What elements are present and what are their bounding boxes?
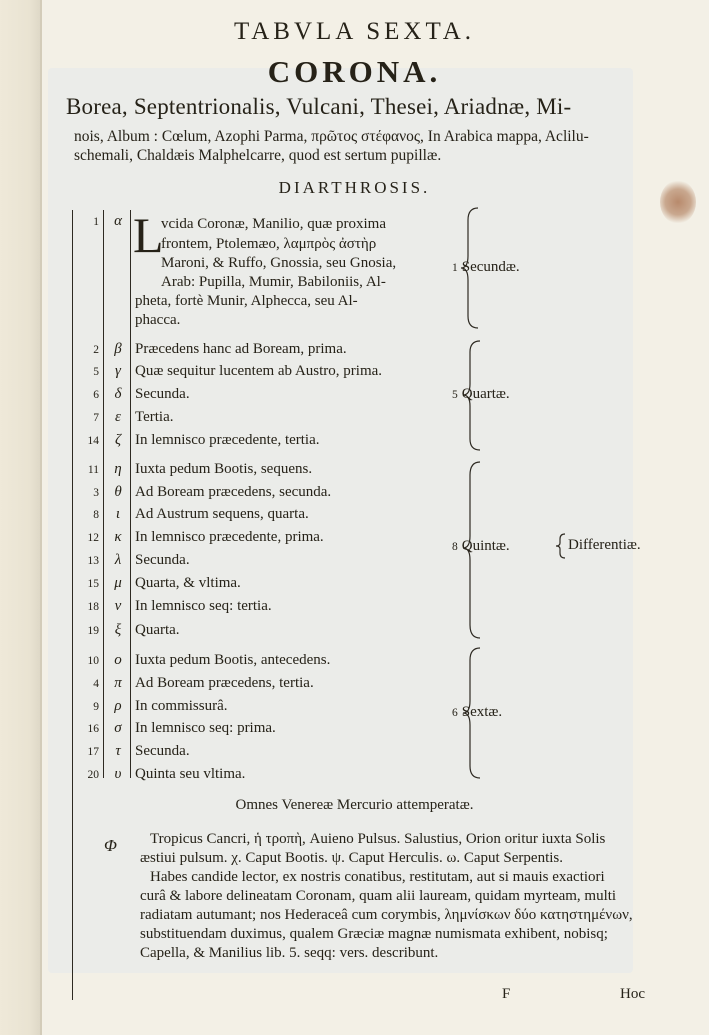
star-description: In lemnisco seq: tertia. [135, 598, 272, 614]
star-letter: ο [114, 652, 122, 668]
star-description: Quarta, & vltima. [135, 575, 241, 591]
catchword: Hoc [620, 986, 645, 1002]
star-letter: η [114, 461, 122, 477]
alternate-names-line-1: Borea, Septentrionalis, Vulcani, Thesei, Ariadnæ, Mi- [66, 94, 572, 119]
star-letter: β [114, 341, 122, 357]
star-description: In lemnisco præcedente, prima. [135, 529, 324, 545]
group-label-sextae: 6 Sextæ. [452, 704, 503, 720]
group-label-secundae: 1 Secundæ. [452, 259, 520, 275]
star-description: Præcedens hanc ad Boream, prima. [135, 341, 347, 357]
closing-line: Habes candide lector, ex nostris conatibus, restitutam, aut si mauis exactiori [150, 869, 605, 885]
constellation-title: CORONA. [267, 54, 442, 89]
star-letter: ε [115, 409, 121, 425]
star-number: 3 [93, 487, 99, 499]
star-description: Iuxta pedum Bootis, sequens. [135, 461, 313, 477]
star-description: Ad Austrum sequens, quarta. [135, 506, 309, 522]
star-letter: δ [114, 386, 122, 402]
signature-mark: F [502, 986, 511, 1002]
star-number: 17 [87, 746, 99, 758]
star-letter: γ [115, 363, 121, 379]
star-letter: λ [114, 552, 122, 568]
star-number: 8 [93, 509, 99, 521]
star-description: Quinta seu vltima. [135, 766, 246, 782]
first-star-line: pheta, fortè Munir, Alphecca, seu Al- [135, 293, 358, 309]
star-description: In commissurâ. [135, 698, 228, 714]
table-number-heading: TABVLA SEXTA. [233, 18, 476, 45]
star-letter: α [114, 213, 122, 229]
star-description: Secunda. [135, 386, 190, 402]
closing-line: Capella, & Manilius lib. 5. seqq: vers. describunt. [140, 945, 439, 961]
table-rule-letter [130, 210, 131, 778]
star-number: 16 [87, 723, 99, 735]
star-letter: σ [114, 720, 122, 736]
first-star-line: vcida Coronæ, Manilio, quæ proxima [161, 216, 386, 232]
star-description: Ad Boream præcedens, secunda. [135, 484, 332, 500]
star-number: 13 [87, 555, 99, 567]
star-number: 1 [93, 216, 99, 228]
star-letter: ζ [114, 432, 122, 448]
phi-letter: Φ [104, 836, 117, 855]
closing-line: radiatam autumant; nos Hederaceâ cum corymbis, λημνίσκων δύο κατηστημένων, [140, 907, 633, 923]
differentia-label: Differentiæ. [568, 537, 641, 553]
star-description: In lemnisco seq: prima. [135, 720, 276, 736]
star-description: Tertia. [135, 409, 174, 425]
star-letter: τ [115, 743, 121, 759]
page-gutter [0, 0, 42, 1035]
star-number: 19 [87, 625, 99, 637]
group-label-quintae: 8 Quintæ. [452, 538, 510, 554]
star-number: 20 [87, 769, 99, 781]
closing-line: substituendam duximus, qualem Græciæ magnæ numismata exhibent, nobisq; [140, 926, 608, 942]
star-number: 6 [93, 389, 99, 401]
star-number: 2 [93, 344, 99, 356]
star-number: 11 [87, 464, 99, 476]
star-description: Secunda. [135, 552, 190, 568]
star-description: Quæ sequitur lucentem ab Austro, prima. [135, 363, 383, 379]
star-letter: μ [114, 575, 122, 591]
closing-line: æstiui pulsum. χ. Caput Bootis. ψ. Caput Herculis. ω. Caput Serpentis. [140, 850, 563, 866]
section-heading: DIARTHROSIS. [278, 178, 431, 197]
star-number: 7 [93, 412, 99, 424]
star-letter: θ [114, 484, 122, 500]
star-number: 12 [87, 532, 99, 544]
star-description: Quarta. [135, 622, 180, 638]
table-rule-number [103, 210, 104, 778]
drop-cap: L [133, 207, 164, 263]
gutter-line [40, 0, 42, 1035]
star-description: In lemnisco præcedente, tertia. [135, 432, 320, 448]
star-number: 18 [87, 601, 99, 613]
alternate-names-line-3: schemali, Chaldæis Malphelcarre, quod est sertum pupillæ. [74, 147, 442, 164]
table-rule-left [72, 210, 73, 1000]
brace-differentiae [555, 533, 567, 559]
closing-line: curâ & labore delineatam Coronam, quam alii lauream, quidam myrteam, multi [140, 888, 617, 904]
first-star-line: frontem, Ptolemæo, λαμπρὸς ἀστὴρ [161, 236, 377, 252]
group-label-quartae: 5 Quartæ. [452, 386, 510, 402]
first-star-line: Arab: Pupilla, Mumir, Babiloniis, Al- [161, 274, 386, 290]
star-number: 4 [93, 678, 99, 690]
star-description: Ad Boream præcedens, tertia. [135, 675, 314, 691]
star-letter: ρ [114, 698, 122, 714]
first-star-line: Maroni, & Ruffo, Gnossia, seu Gnosia, [161, 255, 397, 271]
star-letter: ξ [114, 622, 122, 638]
star-number: 10 [87, 655, 99, 667]
planetary-temperament-note: Omnes Venereæ Mercurio attemperatæ. [235, 797, 474, 813]
star-letter: κ [114, 529, 122, 545]
star-number: 14 [87, 435, 99, 447]
star-number: 9 [93, 701, 99, 713]
star-number: 15 [87, 578, 99, 590]
star-letter: ι [115, 506, 121, 522]
star-letter: π [114, 675, 122, 691]
star-number: 5 [93, 366, 99, 378]
closing-line: Tropicus Cancri, ἡ τροπὴ, Auieno Pulsus. Salustius, Orion oritur iuxta Solis [150, 831, 606, 847]
star-description: Iuxta pedum Bootis, antecedens. [135, 652, 331, 668]
star-letter: ν [114, 598, 122, 614]
alternate-names-line-2: nois, Album : Cœlum, Azophi Parma, πρῶτος στέφανος, In Arabica mappa, Aclilu- [74, 128, 589, 145]
star-description: Secunda. [135, 743, 190, 759]
star-letter: υ [114, 766, 122, 782]
first-star-line: phacca. [135, 312, 181, 328]
